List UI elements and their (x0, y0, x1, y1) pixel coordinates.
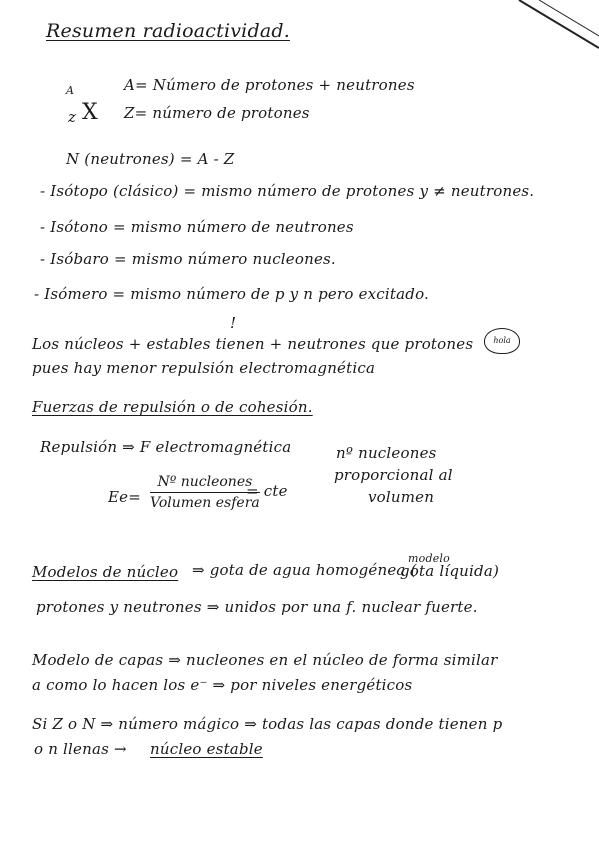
exclamation-mark: ! (230, 314, 237, 332)
mass-number-symbol: A (66, 84, 75, 97)
repulsion-line: Repulsión ⇒ F electromagnética (40, 438, 292, 456)
stability-note-line1: Los núcleos + estables tienen + neutrones que protones (32, 335, 474, 353)
capas-line2: a como lo hacen los e⁻ ⇒ por niveles energéticos (32, 676, 413, 694)
isobaro-line: - Isóbaro = mismo número nucleones. (40, 250, 336, 268)
cte-label: = cte (246, 482, 288, 500)
definition-Z: Z= número de protones (124, 104, 310, 122)
nucleo-estable: núcleo estable (150, 740, 263, 758)
magic-line2: o n llenas → (34, 740, 127, 758)
definition-A: A= Número de protones + neutrones (124, 76, 415, 94)
element-symbol: X (82, 100, 98, 125)
modelo-annotation: modelo (408, 552, 450, 565)
isotopo-line: - Isótopo (clásico) = mismo número de protones y ≠ neutrones. (40, 182, 535, 200)
fraction-denominator: Volumen esfera (150, 495, 260, 511)
models-line2: protones y neutrones ⇒ unidos por una f. nuclear fuerte. (36, 598, 478, 616)
magic-line1: Si Z o N ⇒ número mágico ⇒ todas las capas donde tienen p (32, 715, 503, 733)
forces-heading: Fuerzas de repulsión o de cohesión. (32, 398, 313, 416)
ee-fraction (150, 474, 260, 511)
gota-liquida-annotation: gota líquida) (400, 562, 500, 580)
models-heading-rest: ⇒ gota de agua homogénea ( (192, 561, 417, 579)
models-heading: Modelos de núcleo (32, 563, 179, 581)
definition-N: N (neutrones) = A - Z (66, 150, 235, 168)
stability-note-line2: pues hay menor repulsión electromagnética (32, 359, 376, 377)
isomero-line: - Isómero = mismo número de p y n pero excitado. (34, 285, 430, 303)
isotono-line: - Isótono = mismo número de neutrones (40, 218, 354, 236)
page-corner-lines (509, 0, 599, 60)
fraction-numerator: Nº nucleones (150, 474, 260, 493)
heart-doodle-icon: hola (484, 328, 520, 354)
side-note-volumen: volumen (368, 488, 435, 506)
ee-label: Ee= (108, 488, 141, 506)
side-note-nucleones: nº nucleones (336, 444, 437, 462)
atomic-number-symbol: z (68, 108, 77, 126)
side-note-proporcional: proporcional al (334, 466, 453, 484)
capas-line1: Modelo de capas ⇒ nucleones en el núcleo de forma similar (32, 651, 498, 669)
page-title: Resumen radioactividad. (46, 20, 290, 42)
